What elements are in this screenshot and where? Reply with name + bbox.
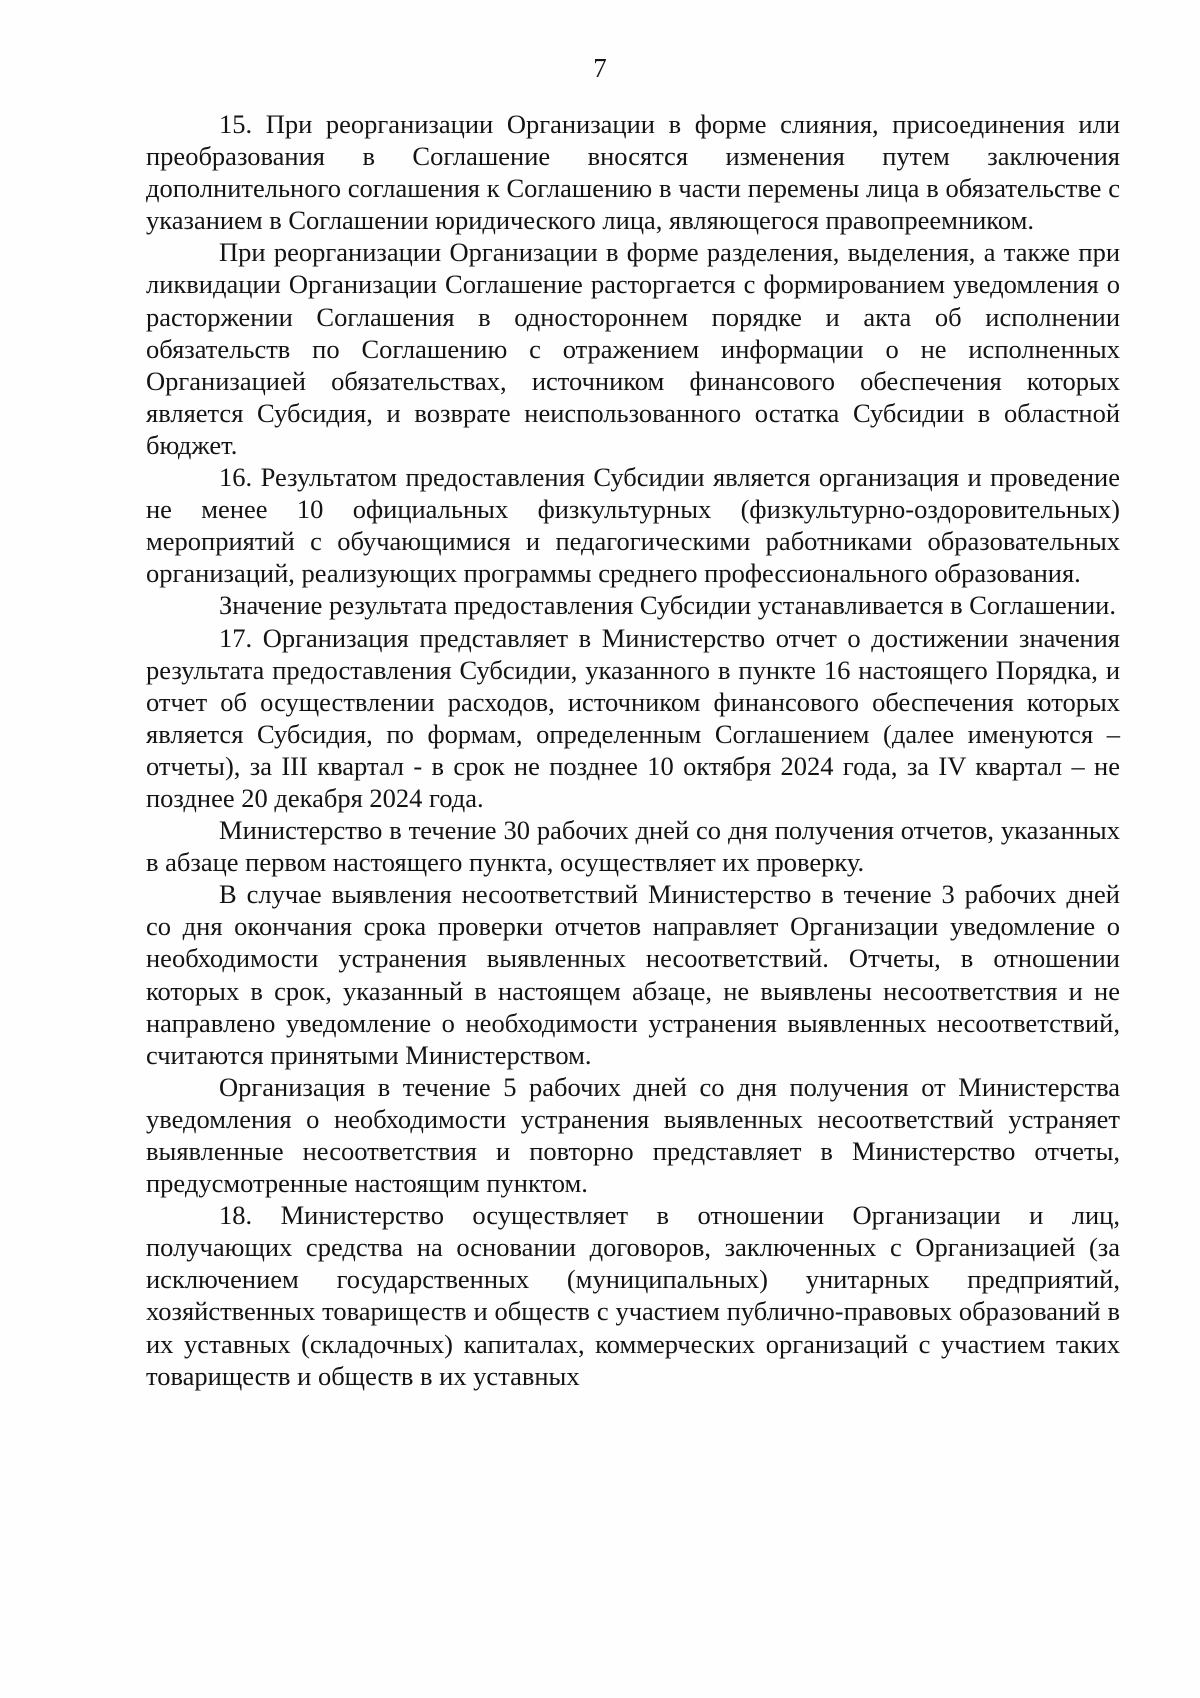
document-body [146, 108, 1120, 1392]
paragraph-16-result-value: Значение результата предоставления Субсидии устанавливается в Соглашении. [219, 590, 1116, 621]
paragraph-17-discrepancies: В случае выявления несоответствий Министерство в течение 3 рабочих дней со дня окончания срока проверки отчетов направляет Организации уведомление о необходимости устранения выявленных несоответствий. Отчеты, в отношении которых в срок, указанный в настоящем абзаце, не выявлены несоответствия и не направлено уведомление о необходимости устранения выявленных несоответствий, считаются принятыми Министерством. [146, 879, 1120, 1070]
paragraph-15-reorganization: При реорганизации Организации в форме разделения, выделения, а также при ликвидации Организации Соглашение расторгается с формированием уведомления о расторжении Соглашения в одностороннем порядке и акта об исполнении обязательств по Соглашению с отражением информации о не исполненных Организацией обязательствах, источником финансового обеспечения которых является Субсидия, и возврате неиспользованного остатка Субсидии в областной бюджет. [146, 237, 1120, 460]
paragraph-18: 18. Министерство осуществляет в отношении Организации и лиц, получающих средства на основании договоров, заключенных с Организацией (за исключением государственных (муниципальных) унитарных предприятий, хозяйственных товариществ и обществ с участием публично-правовых образований в их уставных (складочных) капиталах, коммерческих организаций с участием таких товариществ и обществ в их уставных [146, 1200, 1120, 1391]
paragraph-17: 17. Организация представляет в Министерство отчет о достижении значения результата предоставления Субсидии, указанного в пункте 16 настоящего Порядка, и отчет об осуществлении расходов, источником финансового обеспечения которых является Субсидия, по формам, определенным Соглашением (далее именуются – отчеты), за III квартал - в срок не позднее 10 октября 2024 года, за IV квартал – не позднее 20 декабря 2024 года. [146, 622, 1120, 813]
paragraph-15: 15. При реорганизации Организации в форме слияния, присоединения или преобразования в Соглашение вносятся изменения путем заключения дополнительного соглашения к Соглашению в части перемены лица в обязательстве с указанием в Соглашении юридического лица, являющегося правопреемником. [146, 109, 1120, 236]
paragraph-17-correction: Организация в течение 5 рабочих дней со дня получения от Министерства уведомления о необходимости устранения выявленных несоответствий устраняет выявленные несоответствия и повторно представляет в Министерство отчеты, предусмотренные настоящим пунктом. [146, 1071, 1120, 1199]
paragraph-17-review: Министерство в течение 30 рабочих дней со дня получения отчетов, указанных в абзаце первом настоящего пункта, осуществляет их проверку. [146, 815, 1120, 878]
page-number: 7 [593, 53, 607, 83]
paragraph-16: 16. Результатом предоставления Субсидии является организация и проведение не менее 10 официальных физкультурных (физкультурно-оздоровительных) мероприятий с обучающимися и педагогическими работниками образовательных организаций, реализующих программы среднего профессионального образования. [146, 462, 1120, 589]
